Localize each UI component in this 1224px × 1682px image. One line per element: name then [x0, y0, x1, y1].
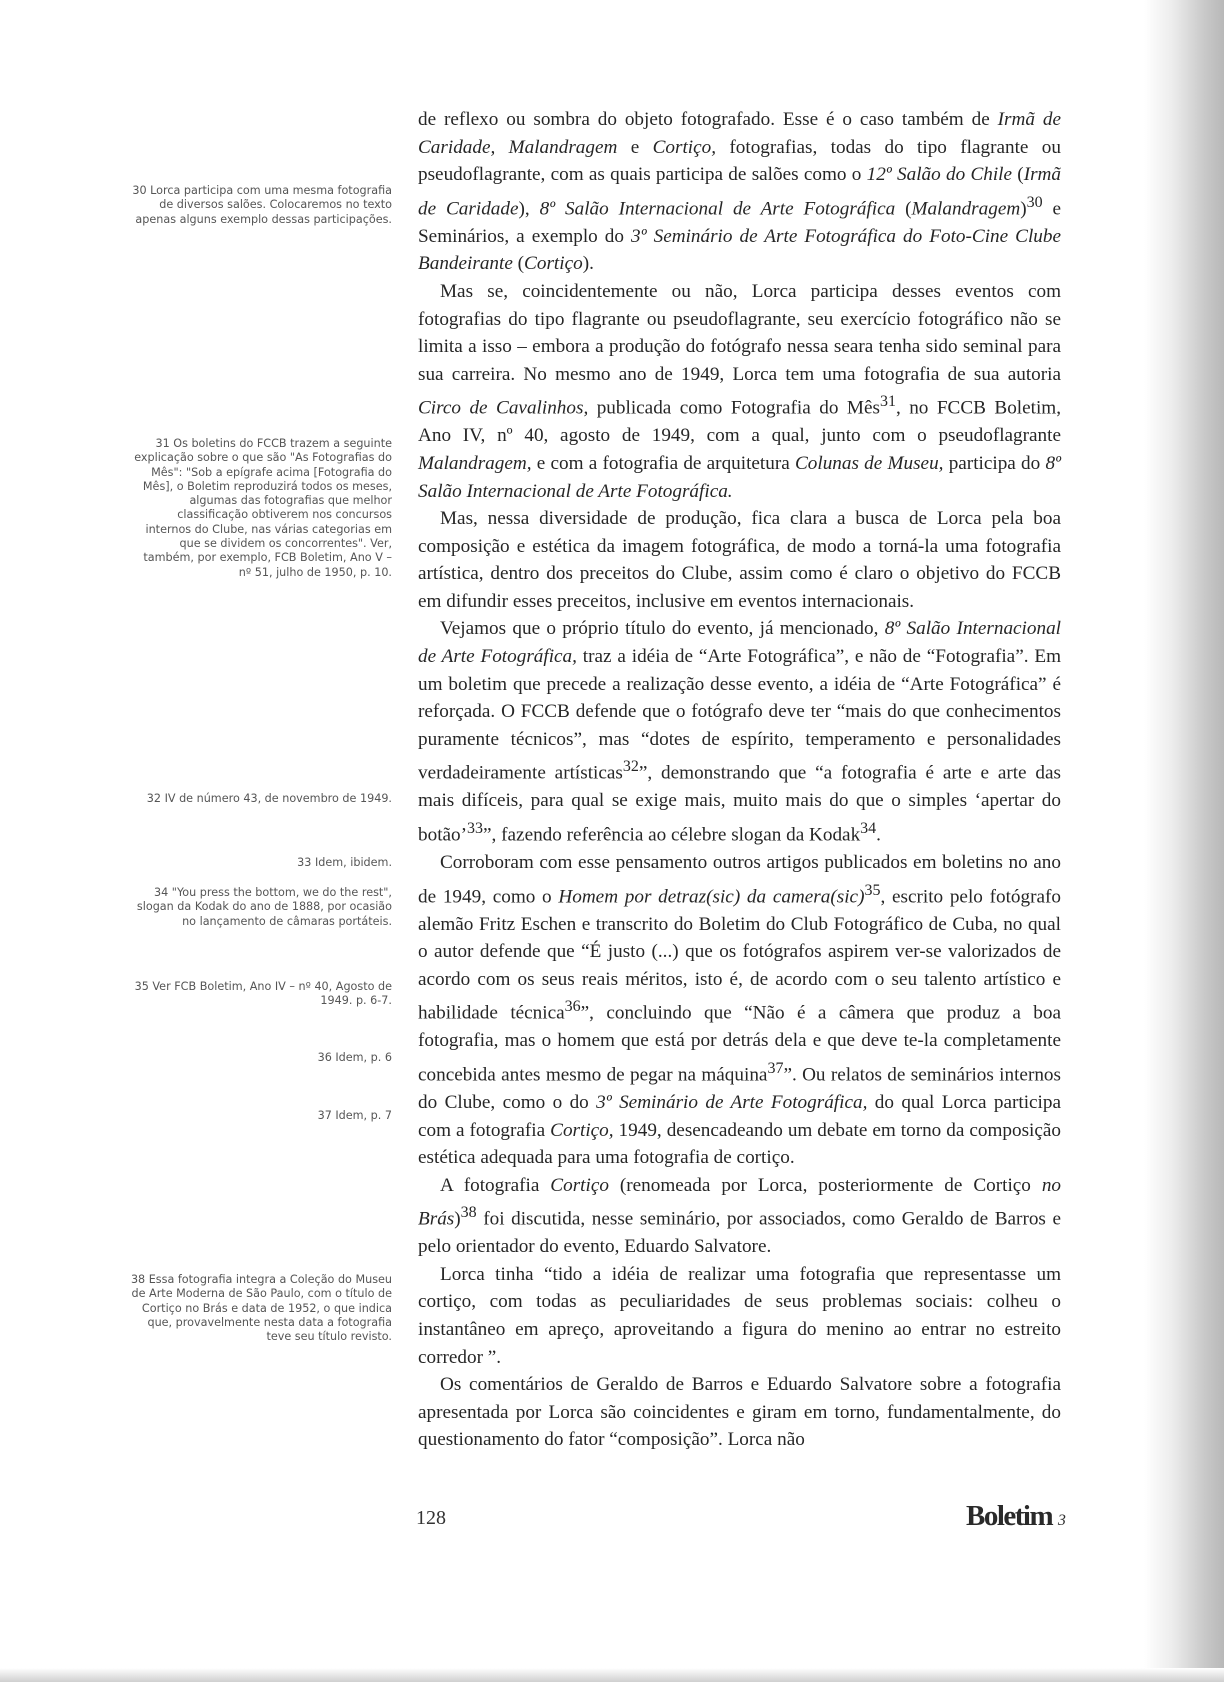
- brand-title: Boletim: [966, 1500, 1053, 1532]
- footnote-35: 35 Ver FCB Boletim, Ano IV – nº 40, Agosto de 1949. p. 6-7.: [134, 980, 392, 1008]
- footnote-37: 37 Idem, p. 7: [317, 1109, 392, 1122]
- footnote-32: 32 IV de número 43, de novembro de 1949.: [146, 792, 392, 805]
- paragraph-5: Corroboram com esse pensamento outros artigos publicados em boletins no ano de 1949, como o Homem por detraz(sic) da camera(sic)$^{35}$, escrito pelo fotógrafo alemão Fritz Eschen e transcrito do Boletim do Club Fotográfico de Cuba, no qual o autor defende que “É justo (...) que os fotógrafos aspirem ver-se valorizados de acordo com os seus reais méritos, isto é, de acordo com o seu talento artístico e habilidade técnica$^{36}$”, concluindo que “Não é a câmera que produz a boa fotografia, mas o homem que está por detrás dela e que deve te-la completamente concebida antes mesmo de pegar na máquina$^{37}$”. Ou relatos de seminários internos do Clube, como o do 3º Seminário de Arte Fotográfica, do qual Lorca participa com a fotografia Cortiço, 1949, desencadeando um debate em torno da composição estética adequada para uma fotografia de cortiço.: [418, 852, 1061, 1169]
- footnote-ref-37: 37: [767, 1059, 784, 1077]
- footnote-33: 33 Idem, ibidem.: [297, 856, 392, 869]
- journal-brand: [966, 1500, 1066, 1533]
- paragraph-8: Os comentários de Geraldo de Barros e Eduardo Salvatore sobre a fotografia apresentada por Lorca são coincidentes e giram em torno, fundamentalmente, do questionamento do fator “composição”. Lorca não: [418, 1374, 1061, 1451]
- footnote-ref-35: 35: [864, 881, 881, 899]
- footnote-38: 38 Essa fotografia integra a Coleção do Museu de Arte Moderna de São Paulo, com o título de Cortiço no Brás e data de 1952, o que indica que, provavelmente nesta data a fotografia teve seu título revisto.: [130, 1273, 392, 1344]
- footnote-ref-33: 33: [467, 820, 484, 838]
- page-bottom-shadow: [0, 1668, 1224, 1682]
- paragraph-7: Lorca tinha “tido a idéia de realizar uma fotografia que representasse um cortiço, com todas as peculiaridades de seus problemas sociais: colheu o instantâneo em apreço, aproveitando a figura do menino ao entrar no estreito corredor ”.: [418, 1263, 1061, 1368]
- book-spine-shadow: [1144, 0, 1224, 1682]
- page-number: 128: [416, 1507, 446, 1529]
- footnote-ref-34: 34: [860, 820, 877, 838]
- footnote-ref-32: 32: [622, 758, 639, 776]
- footnote-36: 36 Idem, p. 6: [317, 1051, 392, 1064]
- footnote-34: 34 "You press the bottom, we do the rest", slogan da Kodak do ano de 1888, por ocasião no lançamento de câmaras portáteis.: [136, 886, 392, 928]
- footnote-ref-30: 30: [1026, 193, 1043, 211]
- footnote-31: 31 Os boletins do FCCB trazem a seguinte explicação sobre o que são "As Fotografias do Mês": "Sob a epígrafe acima [Fotografia do Mês], o Boletim reproduzirá todos os meses, algumas das fotografias que melhor classificação obtiverem nos concursos internos do Clube, nas várias categorias em que se dividem os concorrentes". Ver, também, por exemplo, FCB Boletim, Ano V – nº 51, julho de 1950, p. 10.: [134, 437, 392, 579]
- footnote-ref-31: 31: [879, 393, 896, 411]
- footnote-30: 30 Lorca participa com uma mesma fotografia de diversos salões. Colocaremos no texto apenas alguns exemplo dessas participações.: [132, 184, 392, 226]
- footnote-ref-36: 36: [564, 998, 581, 1016]
- footnote-ref-38: 38: [460, 1204, 477, 1222]
- paragraph-4: Vejamos que o próprio título do evento, já mencionado, 8º Salão Internacional de Arte Fotográfica, traz a idéia de “Arte Fotográfica”, e não de “Fotografia”. Em um boletim que precede a realização desse evento, a idéia de “Arte Fotográfica” é reforçada. O FCCB defende que o fotógrafo deve ter “mais do que conhecimentos puramente técnicos”, mas “dotes de espírito, temperamento e personalidades verdadeiramente artísticas$^{32}$”, demonstrando que “a fotografia é arte e arte das mais difíceis, para qual se exige mais, muito mais do que o simples ‘apertar do botão’$^{33}$”, fazendo referência ao célebre slogan da Kodak$^{34}$.: [418, 618, 1061, 846]
- body-text: [418, 106, 1061, 1454]
- paragraph-3: Mas, nessa diversidade de produção, fica clara a busca de Lorca pela boa composição e estética da imagem fotográfica, de modo a torná-la uma fotografia artística, dentro dos preceitos do Clube, assim como é claro o objetivo do FCCB em difundir esses preceitos, inclusive em eventos internacionais.: [418, 508, 1061, 612]
- paragraph-1: de reflexo ou sombra do objeto fotografado. Esse é o caso também de Irmã de Caridade, Malandragem e Cortiço, fotografias, todas do tipo flagrante ou pseudoflagrante, com as quais participa de salões como o 12º Salão do Chile (Irmã de Caridade), 8º Salão Internacional de Arte Fotográfica (Malandragem)$^{30}$ e Seminários, a exemplo do 3º Seminário de Arte Fotográfica do Foto-Cine Clube Bandeirante (Cortiço).: [418, 109, 1062, 275]
- paragraph-6: A fotografia Cortiço (renomeada por Lorca, posteriormente de Cortiço no Brás)$^{38}$ foi discutida, nesse seminário, por associados, como Geraldo de Barros e pelo orientador do evento, Eduardo Salvatore.: [418, 1174, 1061, 1258]
- brand-issue-number: 3: [1057, 1512, 1066, 1529]
- paragraph-2: Mas se, coincidentemente ou não, Lorca participa desses eventos com fotografias do tipo flagrante ou pseudoflagrante, seu exercício fotográfico não se limita a isso – embora a produção do fotógrafo nessa seara tenha sido seminal para sua carreira. No mesmo ano de 1949, Lorca tem uma fotografia de sua autoria Circo de Cavalinhos, publicada como Fotografia do Mês$^{31}$, no FCCB Boletim, Ano IV, nº 40, agosto de 1949, com a qual, junto com o pseudoflagrante Malandragem, e com a fotografia de arquitetura Colunas de Museu, participa do 8º Salão Internacional de Arte Fotográfica.: [418, 280, 1062, 502]
